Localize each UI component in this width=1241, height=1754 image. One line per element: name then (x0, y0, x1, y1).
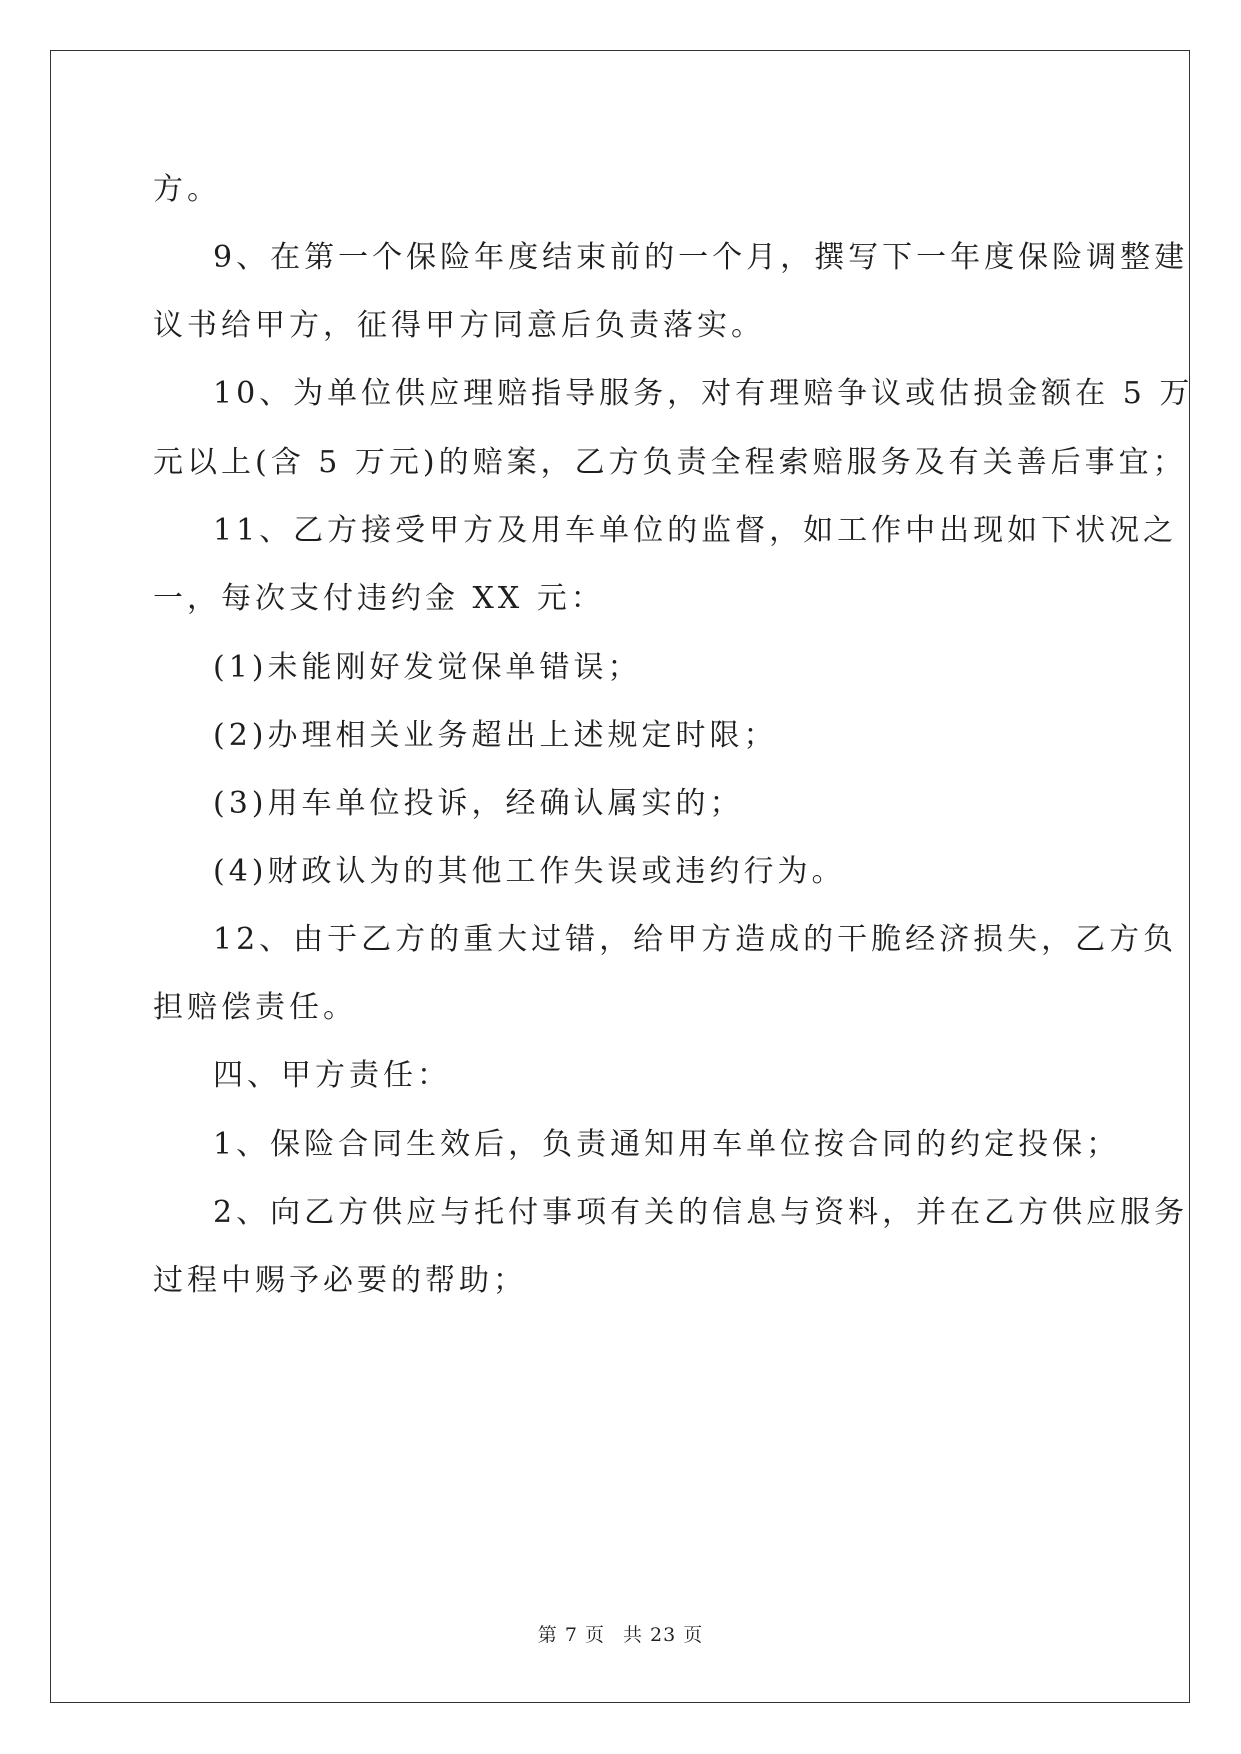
text-line: (1)未能刚好发觉保单错误； (213, 650, 642, 685)
text-line: (4)财政认为的其他工作失误或违约行为。 (213, 854, 846, 889)
text-line: (3)用车单位投诉，经确认属实的； (213, 786, 744, 821)
text-line: (2)办理相关业务超出上述规定时限； (213, 718, 778, 753)
text-line: 9、在第一个保险年度结束前的一个月，撰写下一年度保险调整建 (213, 240, 1189, 275)
text-line: 议书给甲方，征得甲方同意后负责落实。 (153, 308, 765, 343)
text-line: 过程中赐予必要的帮助； (153, 1263, 527, 1298)
page-footer (0, 1620, 1241, 1647)
page-number: 第 7 页 (537, 1624, 605, 1646)
text-line: 12、由于乙方的重大过错，给甲方造成的干脆经济损失，乙方负 (213, 922, 1178, 957)
text-line: 10、为单位供应理赔指导服务，对有理赔争议或估损金额在 5 万 (213, 376, 1194, 411)
text-line: 11、乙方接受甲方及用车单位的监督，如工作中出现如下状况之 (213, 513, 1178, 548)
text-line: 2、向乙方供应与托付事项有关的信息与资料，并在乙方供应服务 (213, 1195, 1189, 1230)
text-line: 担赔偿责任。 (153, 990, 357, 1025)
text-line: 方。 (153, 172, 221, 207)
text-line: 1、保险合同生效后，负责通知用车单位按合同的约定投保； (213, 1127, 1121, 1162)
total-pages: 共 23 页 (622, 1624, 704, 1646)
text-line: 元以上(含 5 万元)的赔案，乙方负责全程索赔服务及有关善后事宜； (153, 445, 1187, 480)
text-line: 一，每次支付违约金 XX 元： (153, 581, 605, 616)
section-heading: 四、甲方责任： (213, 1058, 451, 1093)
